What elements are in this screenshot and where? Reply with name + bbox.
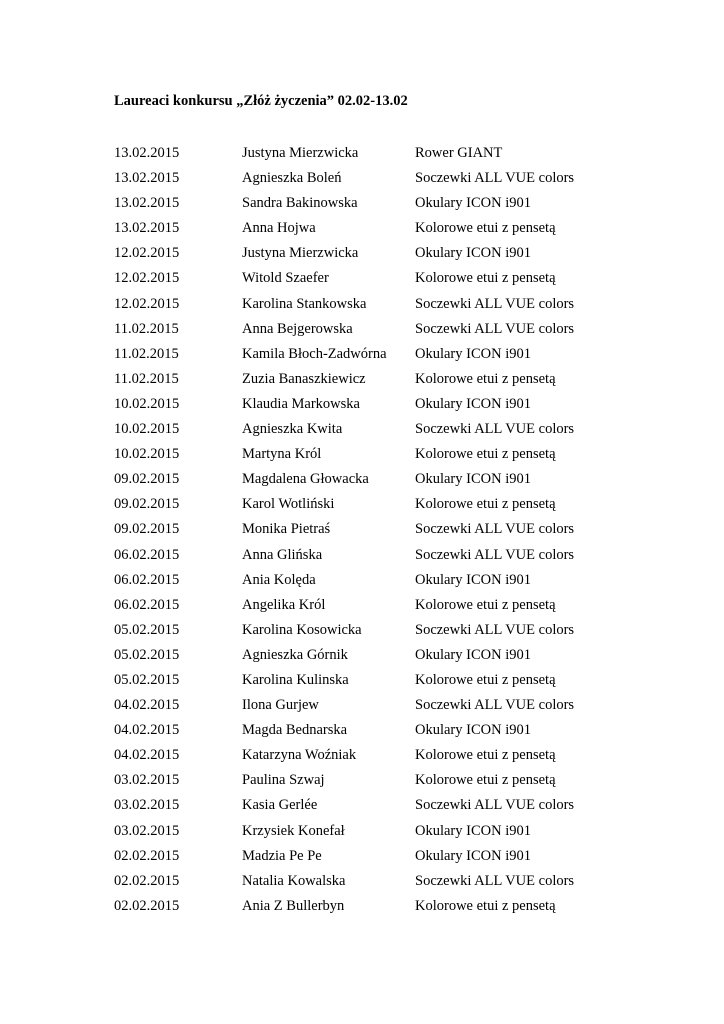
winner-prize: Soczewki ALL VUE colors — [415, 421, 575, 438]
winner-name: Karolina Kosowicka — [242, 621, 362, 638]
winner-date: 09.02.2015 — [114, 471, 180, 488]
list-item — [114, 846, 714, 871]
winner-name: Agnieszka Boleń — [242, 170, 342, 187]
winner-prize: Okulary ICON i901 — [415, 847, 531, 864]
winner-prize: Okulary ICON i901 — [415, 195, 531, 212]
winner-name: Sandra Bakinowska — [242, 195, 358, 212]
winner-prize: Kolorowe etui z pensetą — [415, 747, 556, 764]
winner-name: Anna Hojwa — [242, 220, 316, 237]
winner-prize: Kolorowe etui z pensetą — [415, 596, 556, 613]
list-item — [114, 294, 714, 319]
list-item — [114, 168, 714, 193]
winner-date: 05.02.2015 — [114, 671, 180, 688]
list-item — [114, 770, 714, 795]
list-item — [114, 444, 714, 469]
winner-date: 11.02.2015 — [114, 345, 179, 362]
list-item — [114, 268, 714, 293]
list-item — [114, 595, 714, 620]
winner-date: 02.02.2015 — [114, 847, 180, 864]
winner-date: 02.02.2015 — [114, 872, 180, 889]
list-item — [114, 193, 714, 218]
winner-prize: Kolorowe etui z pensetą — [415, 370, 556, 387]
winner-name: Magda Bednarska — [242, 722, 348, 739]
winner-date: 04.02.2015 — [114, 747, 180, 764]
winner-date: 06.02.2015 — [114, 546, 180, 563]
list-item — [114, 645, 714, 670]
list-item — [114, 695, 714, 720]
list-item — [114, 243, 714, 268]
winner-name: Kasia Gerlée — [242, 797, 318, 814]
list-item — [114, 494, 714, 519]
winner-prize: Kolorowe etui z pensetą — [415, 496, 556, 513]
winner-prize: Okulary ICON i901 — [415, 722, 531, 739]
winner-date: 10.02.2015 — [114, 421, 180, 438]
winner-prize: Okulary ICON i901 — [415, 571, 531, 588]
list-item — [114, 720, 714, 745]
winner-date: 11.02.2015 — [114, 370, 179, 387]
winner-date: 12.02.2015 — [114, 270, 180, 287]
winner-prize: Okulary ICON i901 — [415, 245, 531, 262]
list-item — [114, 469, 714, 494]
winner-name: Karol Wotliński — [242, 496, 335, 513]
list-item — [114, 218, 714, 243]
list-item — [114, 545, 714, 570]
winner-name: Witold Szaefer — [242, 270, 329, 287]
winner-date: 13.02.2015 — [114, 195, 180, 212]
list-item — [114, 419, 714, 444]
winner-prize: Soczewki ALL VUE colors — [415, 621, 575, 638]
winner-name: Justyna Mierzwicka — [242, 245, 359, 262]
winner-prize: Soczewki ALL VUE colors — [415, 546, 575, 563]
list-item — [114, 871, 714, 896]
winner-prize: Soczewki ALL VUE colors — [415, 697, 575, 714]
winner-prize: Kolorowe etui z pensetą — [415, 897, 556, 914]
winners-list — [114, 143, 714, 921]
winner-date: 04.02.2015 — [114, 697, 180, 714]
winner-prize: Soczewki ALL VUE colors — [415, 797, 575, 814]
winner-date: 10.02.2015 — [114, 395, 180, 412]
list-item — [114, 319, 714, 344]
winner-date: 12.02.2015 — [114, 295, 180, 312]
winner-name: Karolina Kulinska — [242, 671, 349, 688]
winner-name: Ilona Gurjew — [242, 697, 319, 714]
winner-name: Magdalena Głowacka — [242, 471, 369, 488]
winner-prize: Soczewki ALL VUE colors — [415, 521, 575, 538]
winner-prize: Okulary ICON i901 — [415, 395, 531, 412]
winner-name: Justyna Mierzwicka — [242, 145, 359, 161]
winner-prize: Okulary ICON i901 — [415, 822, 531, 839]
list-item — [114, 620, 714, 645]
winner-date: 03.02.2015 — [114, 772, 180, 789]
winner-name: Krzysiek Konefał — [242, 822, 345, 839]
list-item — [114, 896, 714, 921]
winner-name: Zuzia Banaszkiewicz — [242, 370, 366, 387]
winner-prize: Soczewki ALL VUE colors — [415, 170, 575, 187]
winner-prize: Okulary ICON i901 — [415, 345, 531, 362]
list-item — [114, 394, 714, 419]
list-item — [114, 745, 714, 770]
winner-date: 13.02.2015 — [114, 220, 180, 237]
winner-date: 13.02.2015 — [114, 170, 180, 187]
winner-name: Madzia Pe Pe — [242, 847, 322, 864]
winner-date: 12.02.2015 — [114, 245, 180, 262]
winner-name: Natalia Kowalska — [242, 872, 346, 889]
winner-prize: Okulary ICON i901 — [415, 646, 531, 663]
winner-name: Anna Bejgerowska — [242, 320, 353, 337]
winner-name: Paulina Szwaj — [242, 772, 325, 789]
winner-name: Agnieszka Kwita — [242, 421, 343, 438]
winner-name: Klaudia Markowska — [242, 395, 360, 412]
winner-date: 05.02.2015 — [114, 646, 180, 663]
winner-name: Monika Pietraś — [242, 521, 331, 538]
winner-prize: Kolorowe etui z pensetą — [415, 772, 556, 789]
winner-name: Angelika Król — [242, 596, 326, 613]
winner-name: Agnieszka Górnik — [242, 646, 348, 663]
list-item — [114, 821, 714, 846]
winner-prize: Rower GIANT — [415, 145, 503, 161]
winner-date: 13.02.2015 — [114, 145, 180, 161]
winner-name: Kamila Błoch-Zadwórna — [242, 345, 387, 362]
winner-prize: Kolorowe etui z pensetą — [415, 446, 556, 463]
winner-name: Anna Glińska — [242, 546, 323, 563]
winner-date: 05.02.2015 — [114, 621, 180, 638]
winner-name: Ania Z Bullerbyn — [242, 897, 345, 914]
winner-date: 09.02.2015 — [114, 521, 180, 538]
winner-date: 02.02.2015 — [114, 897, 180, 914]
page-title: Laureaci konkursu „Złóż życzenia” 02.02-13.02 — [114, 93, 408, 109]
list-item — [114, 519, 714, 544]
winner-prize: Kolorowe etui z pensetą — [415, 671, 556, 688]
list-item — [114, 670, 714, 695]
winner-date: 10.02.2015 — [114, 446, 180, 463]
list-item — [114, 369, 714, 394]
winner-prize: Soczewki ALL VUE colors — [415, 295, 575, 312]
winner-prize: Okulary ICON i901 — [415, 471, 531, 488]
winner-name: Katarzyna Woźniak — [242, 747, 357, 764]
list-item — [114, 344, 714, 369]
winner-date: 06.02.2015 — [114, 571, 180, 588]
list-item — [114, 795, 714, 820]
list-item — [114, 143, 714, 168]
winner-date: 04.02.2015 — [114, 722, 180, 739]
winner-date: 03.02.2015 — [114, 797, 180, 814]
winner-date: 03.02.2015 — [114, 822, 180, 839]
winner-name: Karolina Stankowska — [242, 295, 367, 312]
winner-date: 11.02.2015 — [114, 320, 179, 337]
winner-name: Martyna Król — [242, 446, 322, 463]
list-item — [114, 570, 714, 595]
winner-date: 06.02.2015 — [114, 596, 180, 613]
winner-name: Ania Kolęda — [242, 571, 316, 588]
winner-prize: Soczewki ALL VUE colors — [415, 320, 575, 337]
winner-prize: Kolorowe etui z pensetą — [415, 220, 556, 237]
winner-prize: Kolorowe etui z pensetą — [415, 270, 556, 287]
winner-prize: Soczewki ALL VUE colors — [415, 872, 575, 889]
winner-date: 09.02.2015 — [114, 496, 180, 513]
